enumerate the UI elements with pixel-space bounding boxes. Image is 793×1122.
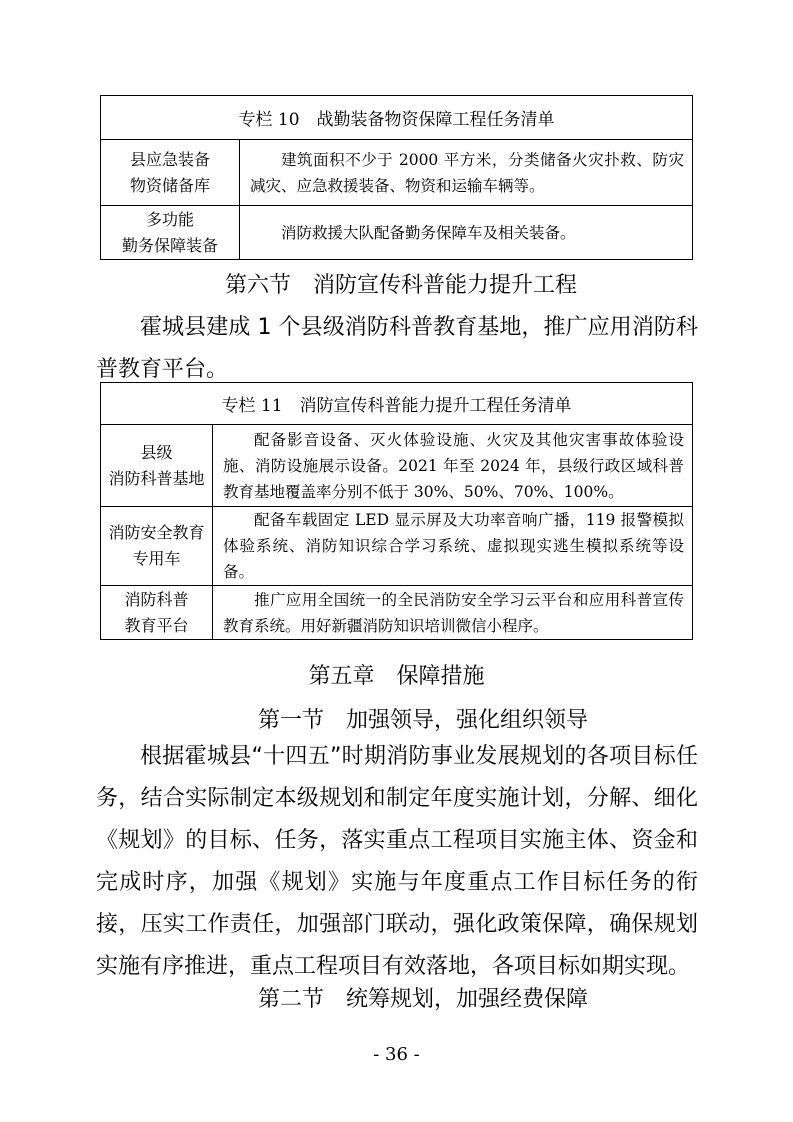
table-row <box>101 140 693 206</box>
row-content: 配备车载固定 LED 显示屏及大功率音响广播，119 报警模拟体验系统、消防知识综合学习系统、虚拟现实逃生模拟系统等设备。 <box>213 507 693 586</box>
section-heading: 第六节 消防宣传科普能力提升工程 <box>225 273 578 298</box>
row-content: 建筑面积不少于 2000 平方米，分类储备火灾扑救、防灾减灾、应急救援装备、物资和运输车辆等。 <box>240 140 693 206</box>
table-row <box>101 425 693 507</box>
row-label: 消防安全教育 专用车 <box>101 507 213 586</box>
table-caption: 专栏 10 战勤装备物资保障工程任务清单 <box>101 96 693 140</box>
table-row <box>101 507 693 586</box>
task-table-10 <box>100 95 693 260</box>
body-paragraph: 霍城县建成 1 个县级消防科普教育基地，推广应用消防科普教育平台。 <box>96 315 698 382</box>
section-heading: 第一节 加强领导，强化组织领导 <box>258 708 589 733</box>
row-content: 配备影音设备、灭火体验设施、火灾及其他灾害事故体验设施、消防设施展示设备。2021 年至 2024 年，县级行政区域科普教育基地覆盖率分别不低于 30%、50%、70%、100%。 <box>213 425 693 507</box>
chapter-heading: 第五章 保障措施 <box>308 664 485 689</box>
page-number: - 36 - <box>373 1044 420 1065</box>
table-row <box>101 206 693 260</box>
row-label: 县级 消防科普基地 <box>101 425 213 507</box>
section-heading: 第二节 统筹规划，加强经费保障 <box>258 987 589 1012</box>
table-caption: 专栏 11 消防宣传科普能力提升工程任务清单 <box>101 383 693 425</box>
row-content: 推广应用全国统一的全民消防安全学习云平台和应用科普宣传教育系统。用好新疆消防知识培训微信小程序。 <box>213 586 693 640</box>
row-label: 消防科普 教育平台 <box>101 586 213 640</box>
table-row <box>101 586 693 640</box>
row-label: 县应急装备 物资储备库 <box>101 140 240 206</box>
body-paragraph: 根据霍城县“十四五”时期消防事业发展规划的各项目标任务，结合实际制定本级规划和制定年度实施计划，分解、细化《规划》的目标、任务，落实重点工程项目实施主体、资金和完成时序，加强《规划》实施与年度重点工作目标任务的衔接，压实工作责任，加强部门联动，强化政策保障，确保规划实施有序推进，重点工程项目有效落地，各项目标如期实现。 <box>96 744 698 979</box>
row-label: 多功能 勤务保障装备 <box>101 206 240 260</box>
task-table-11 <box>100 382 693 640</box>
row-content: 消防救援大队配备勤务保障车及相关装备。 <box>240 206 693 260</box>
